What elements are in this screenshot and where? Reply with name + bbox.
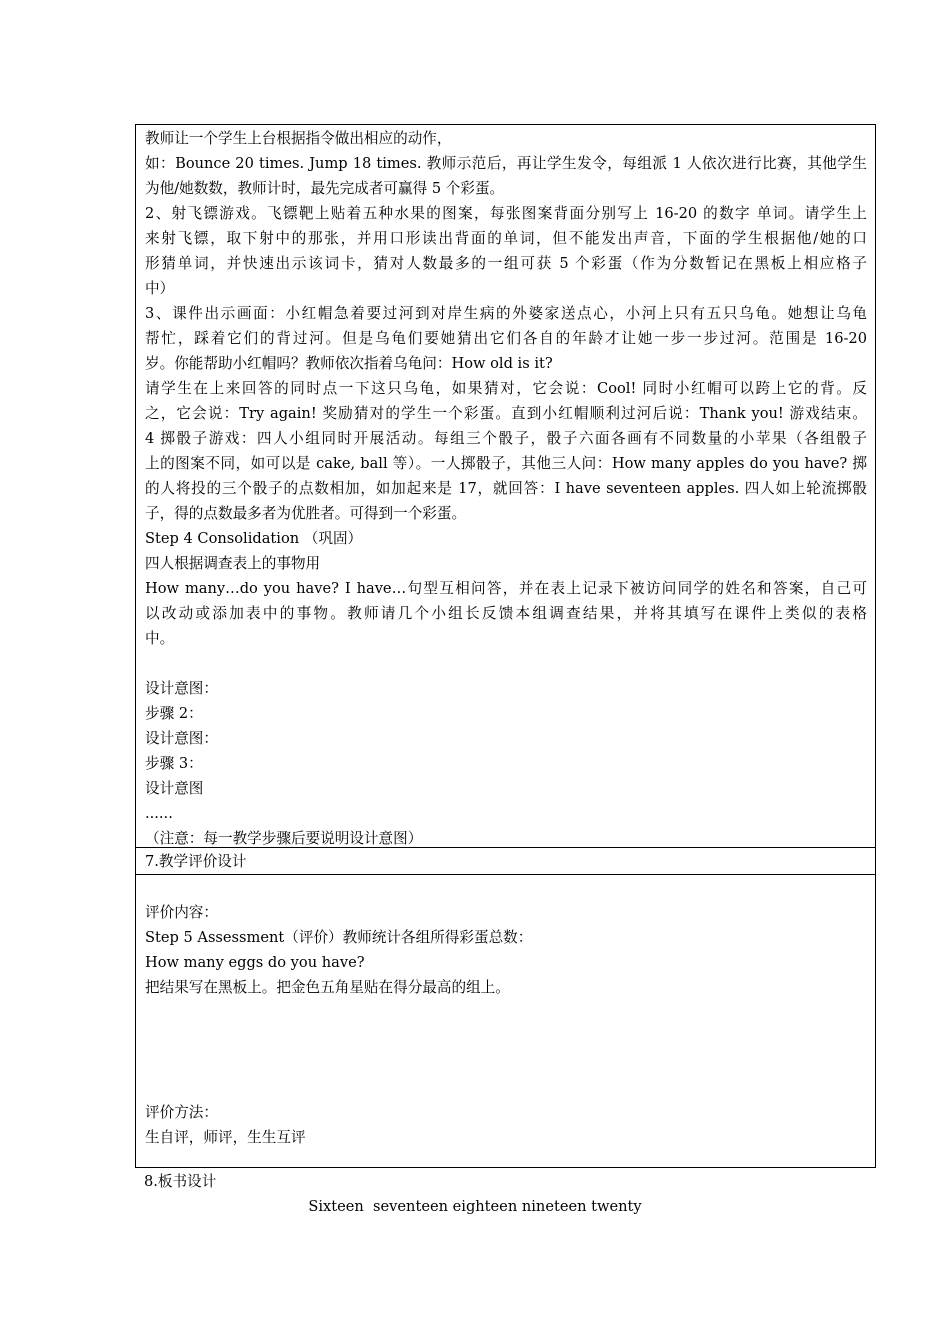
- procedure-line: 3、课件出示画面：小红帽急着要过河到对岸生病的外婆家送点心，小河上只有五只乌龟。她想让乌龟: [145, 305, 867, 322]
- procedure-line: 帮忙，踩着它们的背过河。但是乌龟们要她猜出它们各自的年龄才让她一步一步过河。范围是 16-20: [145, 330, 867, 347]
- procedure-line: 教师让一个学生上台根据指令做出相应的动作，: [145, 130, 452, 147]
- teaching-procedure-cell: [135, 124, 876, 848]
- procedure-line: Step 4 Consolidation （巩固）: [145, 530, 363, 547]
- evaluation-line: 把结果写在黑板上。把金色五角星贴在得分最高的组上。: [145, 979, 510, 996]
- procedure-line: ......: [145, 805, 173, 822]
- procedure-line: 请学生在上来回答的同时点一下这只乌龟，如果猜对，它会说：Cool! 同时小红帽可以跨上它的背。反: [145, 380, 867, 397]
- procedure-line: 如：Bounce 20 times. Jump 18 times. 教师示范后，再让学生发令，每组派 1 人依次进行比赛，其他学生: [145, 155, 867, 172]
- procedure-line: 设计意图：: [145, 680, 218, 697]
- procedure-line: 上的图案不同，如可以是 cake, ball 等）。一人掷骰子，其他三人问：How many apples do you have? 掷: [145, 455, 867, 472]
- board-design-words: Sixteen seventeen eighteen nineteen twenty: [308, 1198, 642, 1215]
- procedure-line: 为他/她数数，教师计时，最先完成者可赢得 5 个彩蛋。: [145, 180, 505, 197]
- blank-line: [145, 1050, 867, 1075]
- procedure-line: 四人根据调查表上的事物用: [145, 555, 321, 572]
- procedure-line: 设计意图: [145, 780, 204, 797]
- blank-line: [145, 1025, 867, 1050]
- blank-line: [145, 1075, 867, 1100]
- board-design-heading: 8.板书设计: [144, 1173, 217, 1190]
- evaluation-line: 评价内容：: [145, 904, 218, 921]
- procedure-line: 4 掷骰子游戏：四人小组同时开展活动。每组三个骰子，骰子六面各画有不同数量的小苹果（各组骰子: [145, 430, 867, 447]
- procedure-line: （注意：每一教学步骤后要说明设计意图）: [145, 830, 423, 847]
- procedure-line: 岁。你能帮助小红帽吗？教师依次指着乌龟问：How old is it?: [145, 355, 553, 372]
- blank-line: [145, 875, 867, 900]
- procedure-line: 的人将投的三个骰子的点数相加，如加起来是 17，就回答：I have seventeen apples. 四人如上轮流掷骰: [145, 480, 867, 497]
- procedure-line: 形猜单词，并快速出示该词卡，猜对人数最多的一组可获 5 个彩蛋（作为分数暂记在黑板上相应格子: [145, 255, 867, 272]
- procedure-line: 中）: [145, 280, 175, 297]
- evaluation-line: 生自评，师评，生生互评: [145, 1129, 306, 1146]
- evaluation-line: 评价方法：: [145, 1104, 218, 1121]
- evaluation-heading-cell: [135, 847, 876, 875]
- evaluation-content-cell: [135, 874, 876, 1168]
- procedure-line: 中。: [145, 630, 175, 647]
- evaluation-heading: 7.教学评价设计: [145, 853, 247, 870]
- blank-line: [145, 651, 867, 676]
- evaluation-line: Step 5 Assessment（评价）教师统计各组所得彩蛋总数：: [145, 929, 533, 946]
- procedure-line: 步骤 3：: [145, 755, 203, 772]
- evaluation-line: How many eggs do you have?: [145, 954, 365, 971]
- procedure-line: 设计意图：: [145, 730, 218, 747]
- procedure-line: How many…do you have? I have…句型互相问答，并在表上记录下被访问同学的姓名和答案，自己可: [145, 580, 867, 597]
- procedure-line: 2、射飞镖游戏。飞镖靶上贴着五种水果的图案，每张图案背面分别写上 16-20 的数字 单词。请学生上: [145, 205, 867, 222]
- blank-line: [145, 1000, 867, 1025]
- procedure-line: 步骤 2：: [145, 705, 203, 722]
- procedure-line: 以改动或添加表中的事物。教师请几个小组长反馈本组调查结果，并将其填写在课件上类似的表格: [145, 605, 867, 622]
- procedure-line: 子，得的点数最多者为优胜者。可得到一个彩蛋。: [145, 505, 467, 522]
- procedure-line: 来射飞镖，取下射中的那张，并用口形读出背面的单词，但不能发出声音，下面的学生根据他/她的口: [145, 230, 867, 247]
- procedure-line: 之，它会说：Try again! 奖励猜对的学生一个彩蛋。直到小红帽顺利过河后说：Thank you! 游戏结束。: [145, 405, 867, 422]
